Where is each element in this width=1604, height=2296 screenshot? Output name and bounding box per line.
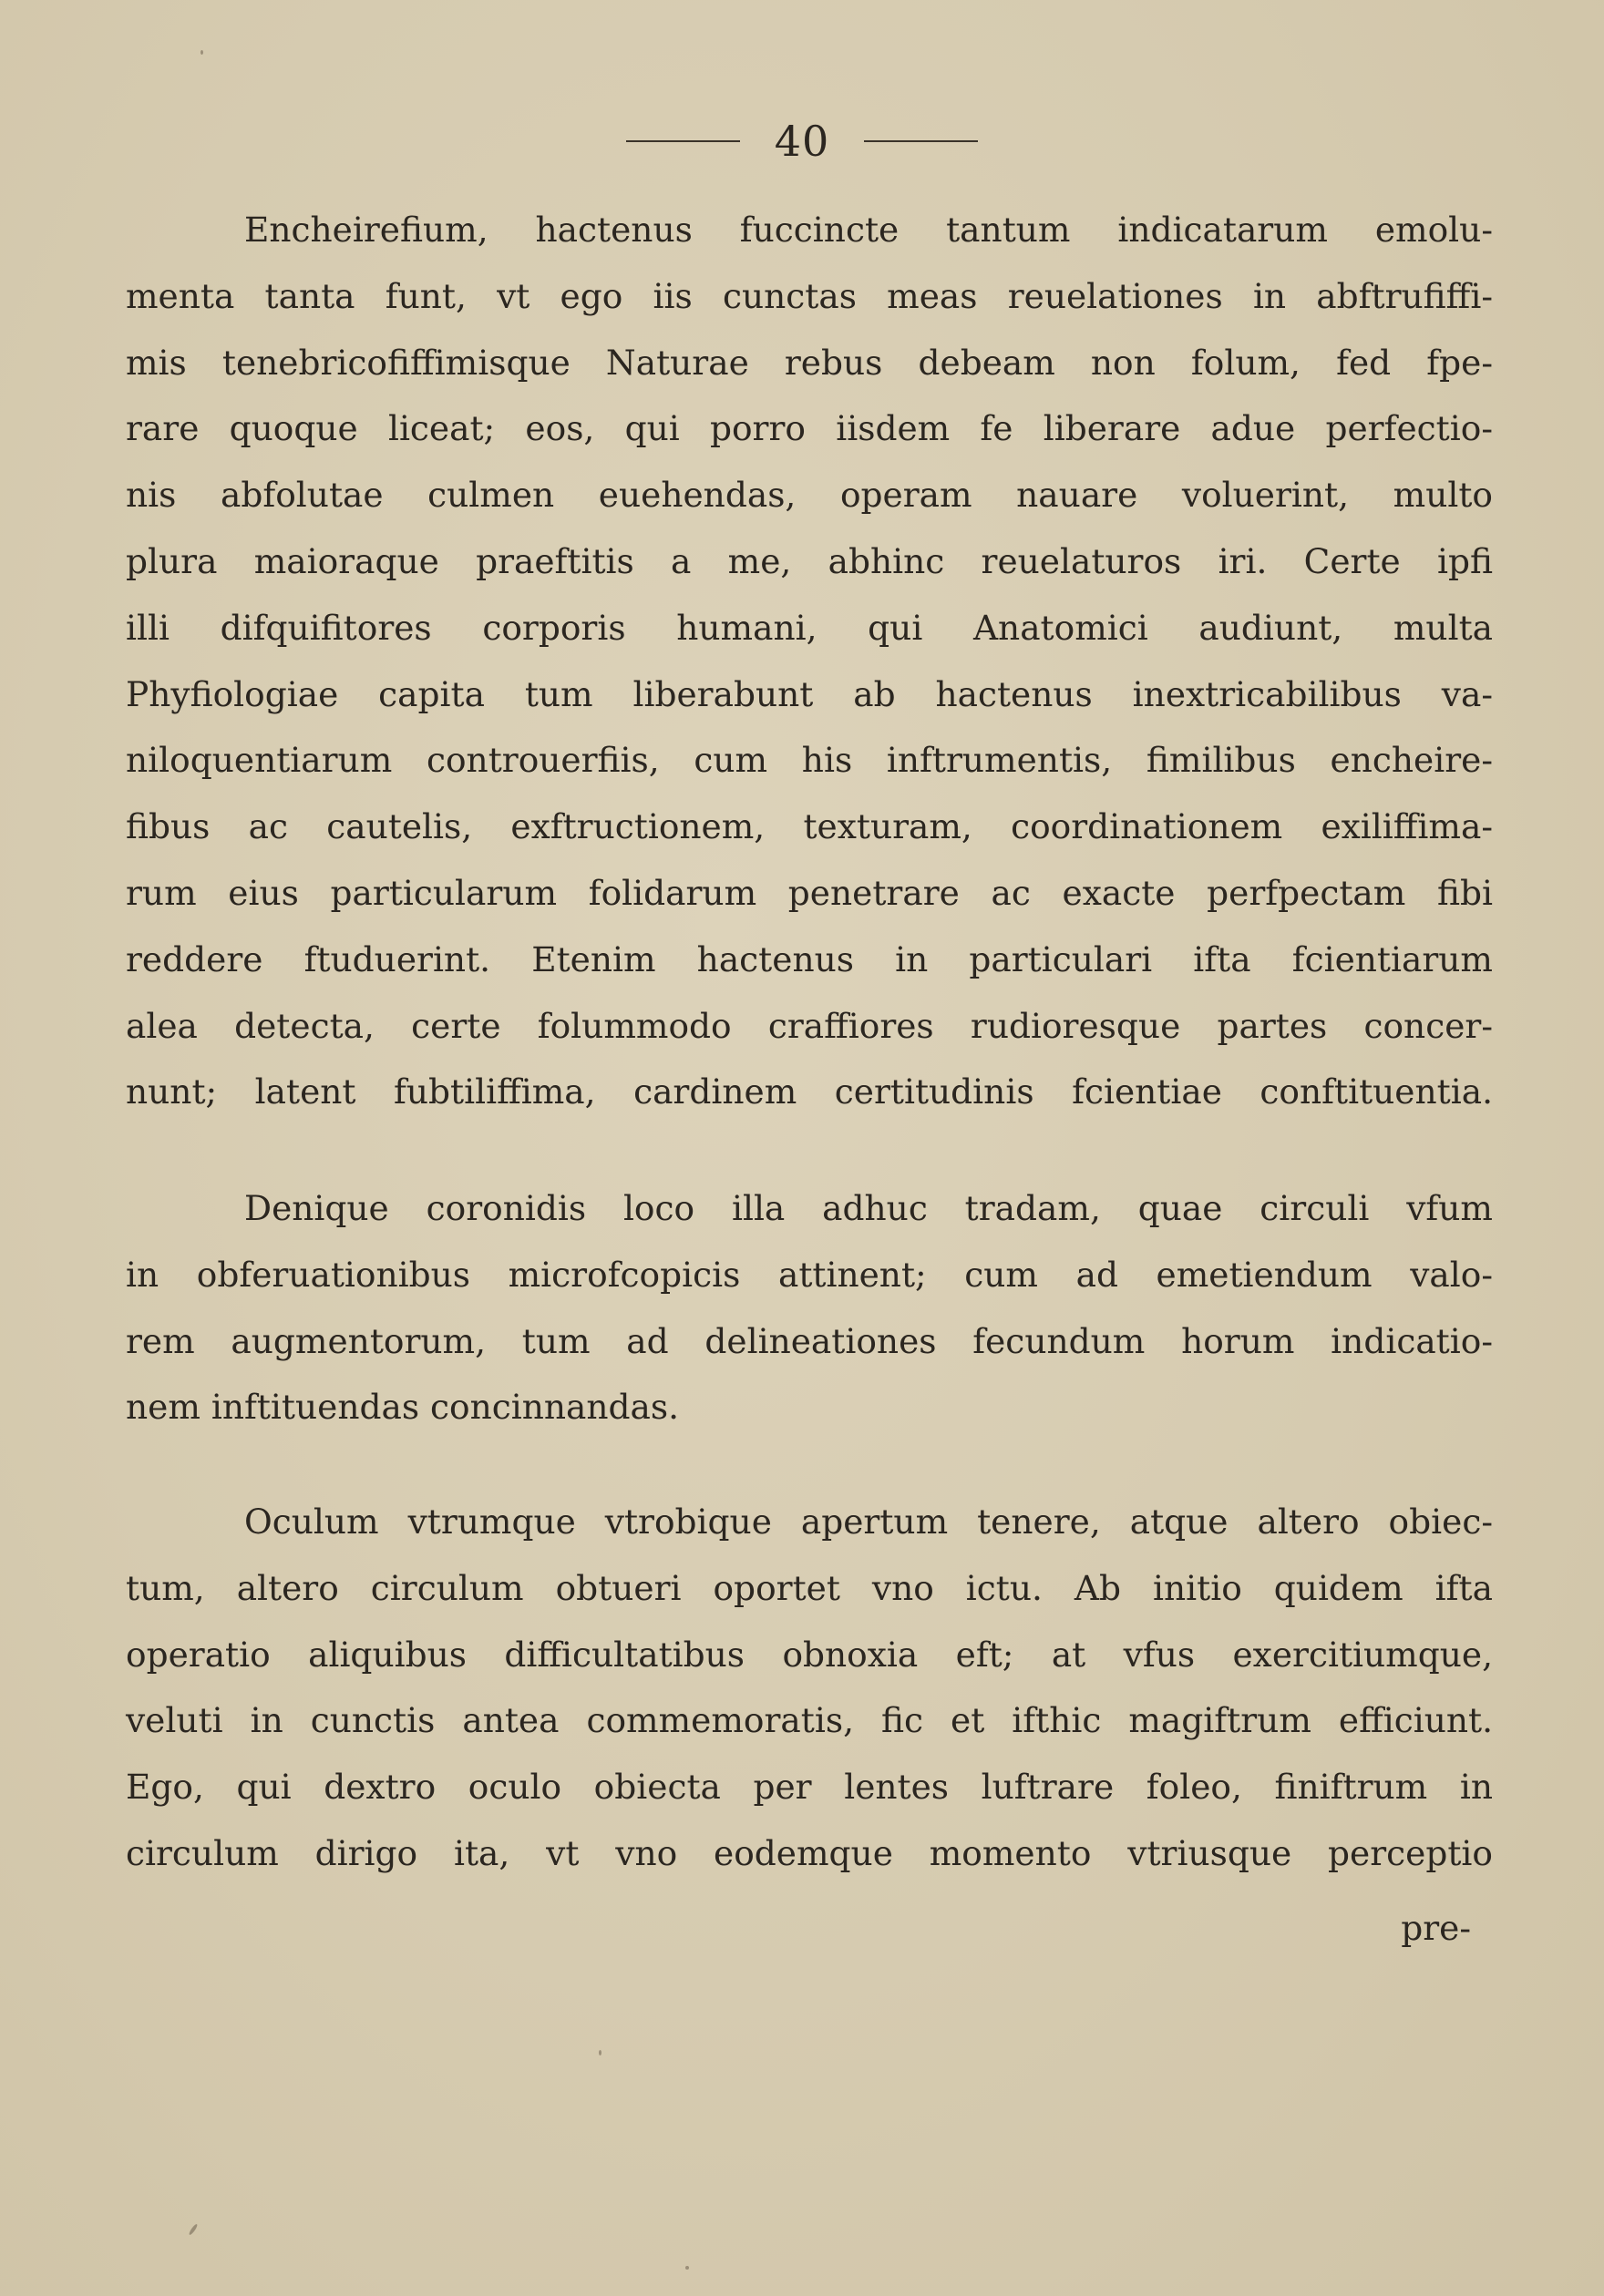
paper-speck — [599, 2050, 602, 2055]
text-line: in obferuationibus microfcopicis attinent; cum ad emetiendum valo- — [126, 1254, 1493, 1295]
text-line: illi difquifitores corporis humani, qui Anatomici audiunt, multa — [126, 607, 1493, 648]
text-line: reddere ftuduerint. Etenim hactenus in particulari ifta fcientiarum — [126, 938, 1493, 979]
text-line: operatio aliquibus difficultatibus obnoxia eft; at vfus exercitiumque, — [126, 1634, 1493, 1675]
paragraph-2 — [126, 1175, 1493, 1440]
page-header — [0, 109, 1604, 173]
text-line: plura maioraque praeftitis a me, abhinc reuelaturos iri. Certe ipfi — [126, 540, 1493, 581]
text-line: menta tanta funt, vt ego iis cunctas meas reuelationes in abftrufiffi- — [126, 275, 1493, 316]
header-rule-right — [864, 140, 978, 142]
text-line: Ego, qui dextro oculo obiecta per lentes luftrare foleo, finiftrum in — [126, 1767, 1493, 1808]
text-line: Denique coronidis loco illa adhuc tradam, quae circuli vfum — [244, 1188, 1493, 1228]
text-line: Oculum vtrumque vtrobique apertum tenere, atque altero obiec- — [244, 1502, 1493, 1542]
paragraph-1 — [126, 197, 1493, 1125]
text-line: nem inftituendas concinnandas. — [126, 1387, 680, 1428]
text-line: alea detecta, certe folummodo craffiores rudioresque partes concer- — [126, 1005, 1493, 1046]
text-line: fibus ac cautelis, exftructionem, texturam, coordinationem exiliffima- — [126, 806, 1493, 847]
text-line: Encheirefium, hactenus fuccincte tantum indicatarum emolu- — [244, 210, 1493, 250]
text-line: veluti in cunctis antea commemoratis, fic et ifthic magiftrum efficiunt. — [126, 1700, 1493, 1741]
paper-speck — [685, 2266, 689, 2270]
paper-speck — [188, 2223, 198, 2236]
text-line: niloquentiarum controuerfiis, cum his inftrumentis, fimilibus encheire- — [126, 740, 1493, 781]
text-line: Phyfiologiae capita tum liberabunt ab hactenus inextricabilibus va- — [126, 673, 1493, 714]
page-number: 40 — [774, 117, 830, 166]
text-line: rem augmentorum, tum ad delineationes fecundum horum indicatio- — [126, 1320, 1493, 1361]
text-line: rare quoque liceat; eos, qui porro iisdem fe liberare adue perfectio- — [126, 408, 1493, 449]
header-rule-left — [626, 140, 740, 142]
catchword: pre- — [1401, 1908, 1471, 1948]
paragraph-3 — [126, 1489, 1493, 1887]
text-line: nunt; latent fubtiliffima, cardinem certitudinis fcientiae conftituentia. — [126, 1071, 1493, 1112]
text-line: nis abfolutae culmen euehendas, operam nauare voluerint, multo — [126, 475, 1493, 516]
text-line: rum eius particularum folidarum penetrare ac exacte perfpectam fibi — [126, 872, 1493, 913]
text-line: tum, altero circulum obtueri oportet vno ictu. Ab initio quidem ifta — [126, 1567, 1493, 1608]
text-line: mis tenebricofiffimisque Naturae rebus debeam non folum, fed fpe- — [126, 342, 1493, 383]
paper-speck — [200, 50, 203, 55]
text-line: circulum dirigo ita, vt vno eodemque momento vtriusque perceptio — [126, 1832, 1493, 1873]
